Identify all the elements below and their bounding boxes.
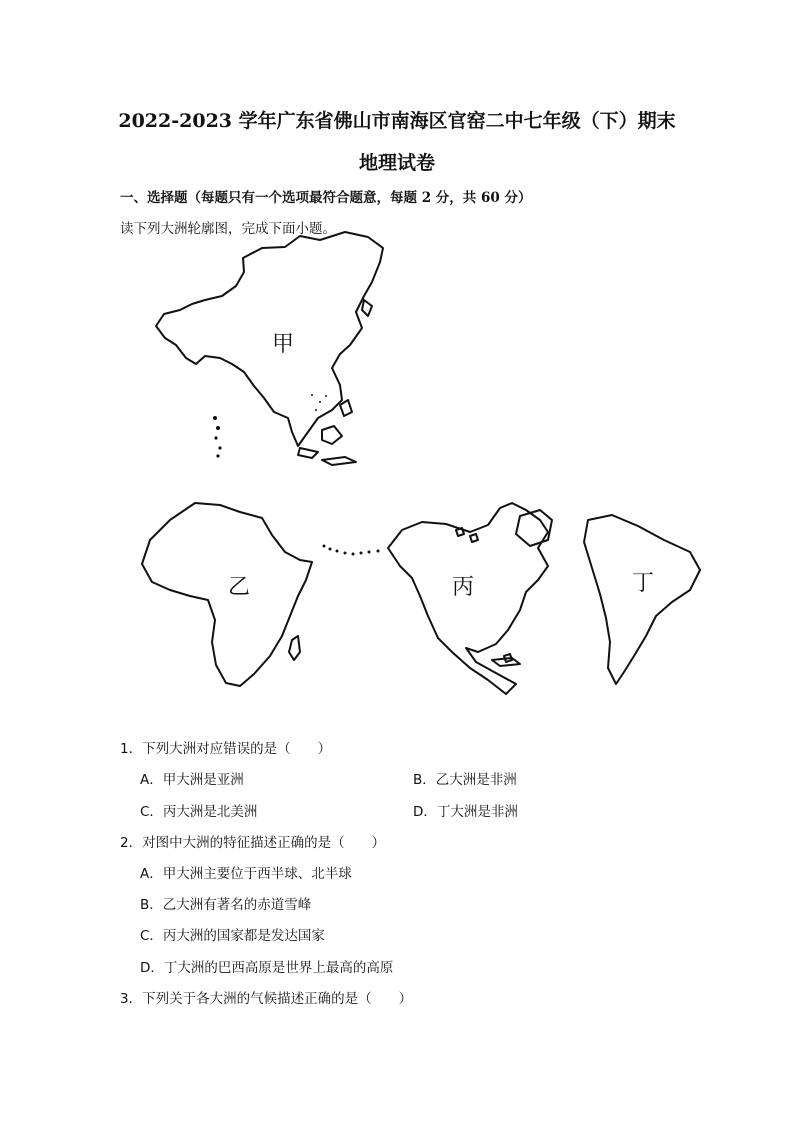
question-3-stem: 3．下列关于各大洲的气候描述正确的是（ ） bbox=[120, 991, 413, 1007]
question-1-stem: 1．下列大洲对应错误的是（ ） bbox=[120, 741, 332, 757]
question-1-option-b: B．乙大洲是非洲 bbox=[413, 772, 517, 788]
africa-outline bbox=[142, 503, 312, 686]
section-heading: 一、选择题（每题只有一个选项最符合题意，每题 2 分，共 60 分） bbox=[120, 190, 532, 206]
question-2-option-c: C．丙大洲的国家都是发达国家 bbox=[140, 928, 325, 944]
question-1-option-c: C．丙大洲是北美洲 bbox=[140, 804, 258, 820]
south-america-outline bbox=[584, 515, 700, 684]
question-1-option-a: A．甲大洲是亚洲 bbox=[140, 772, 244, 788]
document-title-line2: 地理试卷 bbox=[358, 152, 435, 174]
label-yi: 乙 bbox=[228, 575, 251, 600]
label-bing: 丙 bbox=[452, 575, 475, 600]
question-2-option-a: A．甲大洲主要位于西半球、北半球 bbox=[140, 866, 352, 882]
question-2-stem: 2．对图中大洲的特征描述正确的是（ ） bbox=[120, 835, 386, 851]
document-title-line1: 2022-2023 学年广东省佛山市南海区官窑二中七年级（下）期末 bbox=[118, 110, 676, 132]
label-ding: 丁 bbox=[632, 571, 655, 596]
question-2-option-b: B．乙大洲有著名的赤道雪峰 bbox=[140, 897, 312, 913]
intro-text: 读下列大洲轮廓图，完成下面小题。 bbox=[120, 221, 336, 237]
label-jia: 甲 bbox=[272, 332, 295, 357]
question-2-option-d: D．丁大洲的巴西高原是世界上最高的高原 bbox=[140, 960, 394, 976]
question-1-option-d: D．丁大洲是非洲 bbox=[413, 804, 518, 820]
